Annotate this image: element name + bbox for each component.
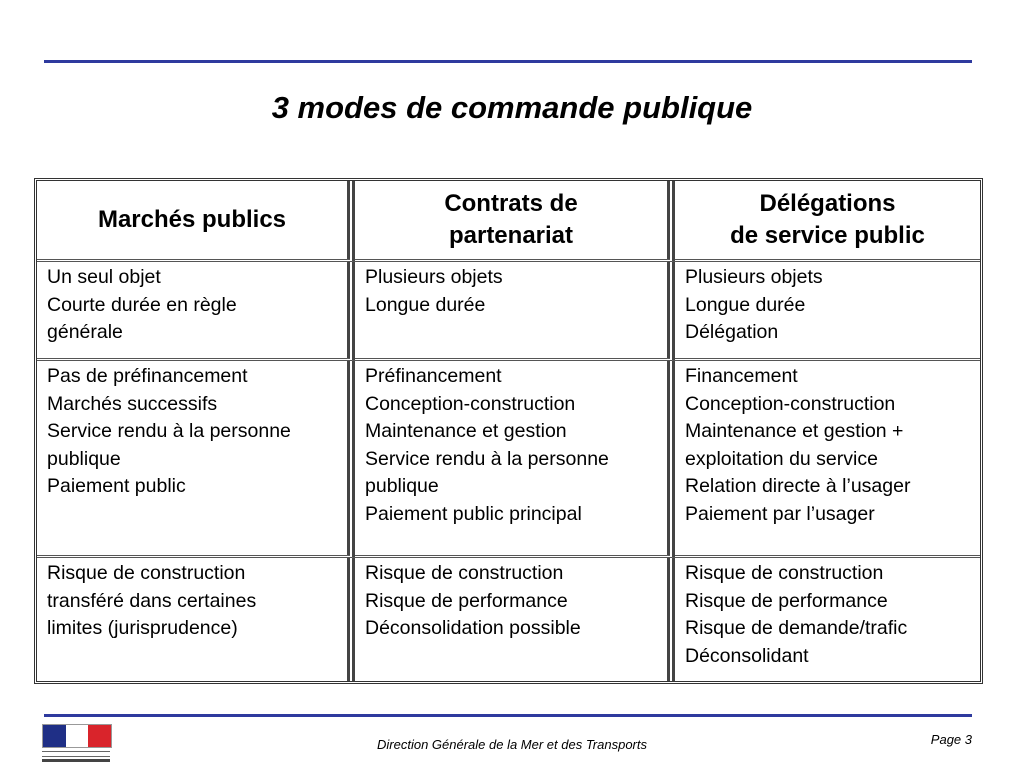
cell-line: Risque de construction — [47, 562, 246, 585]
cell-line: Conception-construction — [365, 392, 576, 415]
table-cell — [355, 262, 675, 361]
page-number: Page 3 — [930, 732, 972, 747]
cell-line: Plusieurs objets — [365, 266, 503, 288]
header-marches-publics — [37, 181, 355, 262]
cell-line: Préfinancement — [365, 365, 502, 388]
cell-line: Service rendu à la personne — [365, 447, 609, 470]
cell-line: Pas de préfinancement — [47, 365, 248, 388]
header-line: Marchés publics — [97, 205, 287, 233]
cell-line: transféré dans certaines — [47, 589, 257, 612]
cell-line: Financement — [685, 365, 798, 388]
cell-line: Paiement public principal — [365, 502, 582, 525]
table-row — [37, 361, 980, 558]
comparison-table-container — [34, 178, 983, 684]
cell-line: Un seul objet — [47, 266, 161, 288]
cell-line: Relation directe à l’usager — [685, 475, 911, 498]
cell-line: Risque de performance — [685, 589, 888, 612]
cell-line: Longue durée — [365, 293, 486, 316]
cell-line: Déconsolidation possible — [365, 617, 581, 640]
cell-line: Maintenance et gestion — [365, 420, 567, 443]
cell-line: Plusieurs objets — [685, 266, 823, 288]
table-row — [37, 262, 980, 361]
cell-line: publique — [365, 475, 439, 498]
table-cell — [675, 361, 980, 558]
header-line: Délégations — [759, 189, 896, 217]
cell-line: exploitation du service — [685, 447, 878, 470]
cell-line: publique — [47, 447, 121, 470]
table-cell — [37, 262, 355, 361]
table-cell — [675, 262, 980, 361]
table-cell — [37, 361, 355, 558]
bottom-divider — [44, 714, 972, 717]
cell-line: Délégation — [685, 321, 779, 343]
cell-line: Maintenance et gestion + — [685, 420, 904, 443]
slide-title: 3 modes de commande publique — [271, 90, 753, 125]
cell-line: Risque de demande/trafic — [685, 617, 908, 640]
cell-line: Risque de construction — [685, 562, 884, 585]
cell-line: Service rendu à la personne — [47, 420, 291, 443]
cell-line: Paiement par l’usager — [685, 502, 875, 525]
cell-line: Paiement public — [47, 475, 186, 498]
table-cell — [37, 558, 355, 681]
cell-line: Déconsolidant — [685, 644, 809, 667]
footer-organization: Direction Générale de la Mer et des Transports — [377, 737, 647, 752]
top-divider — [44, 60, 972, 63]
table-cell — [355, 361, 675, 558]
header-line: Contrats de — [444, 189, 578, 217]
logo-republique-mark — [42, 759, 110, 762]
table-cell — [355, 558, 675, 681]
cell-line: Conception-construction — [685, 392, 896, 415]
cell-line: générale — [47, 321, 123, 343]
header-line: de service public — [730, 222, 925, 249]
comparison-table — [34, 178, 983, 684]
cell-line: Courte durée en règle — [47, 293, 237, 316]
cell-line: Longue durée — [685, 293, 806, 316]
cell-line: Risque de performance — [365, 589, 568, 612]
cell-line: Marchés successifs — [47, 392, 218, 415]
table-cell — [675, 558, 980, 681]
table-row — [37, 558, 980, 681]
header-line: partenariat — [448, 222, 574, 249]
table-header-row — [37, 181, 980, 262]
cell-line: Risque de construction — [365, 562, 564, 585]
header-delegations-service-public — [675, 181, 980, 262]
cell-line: limites (jurisprudence) — [47, 617, 238, 640]
header-contrats-partenariat — [355, 181, 675, 262]
